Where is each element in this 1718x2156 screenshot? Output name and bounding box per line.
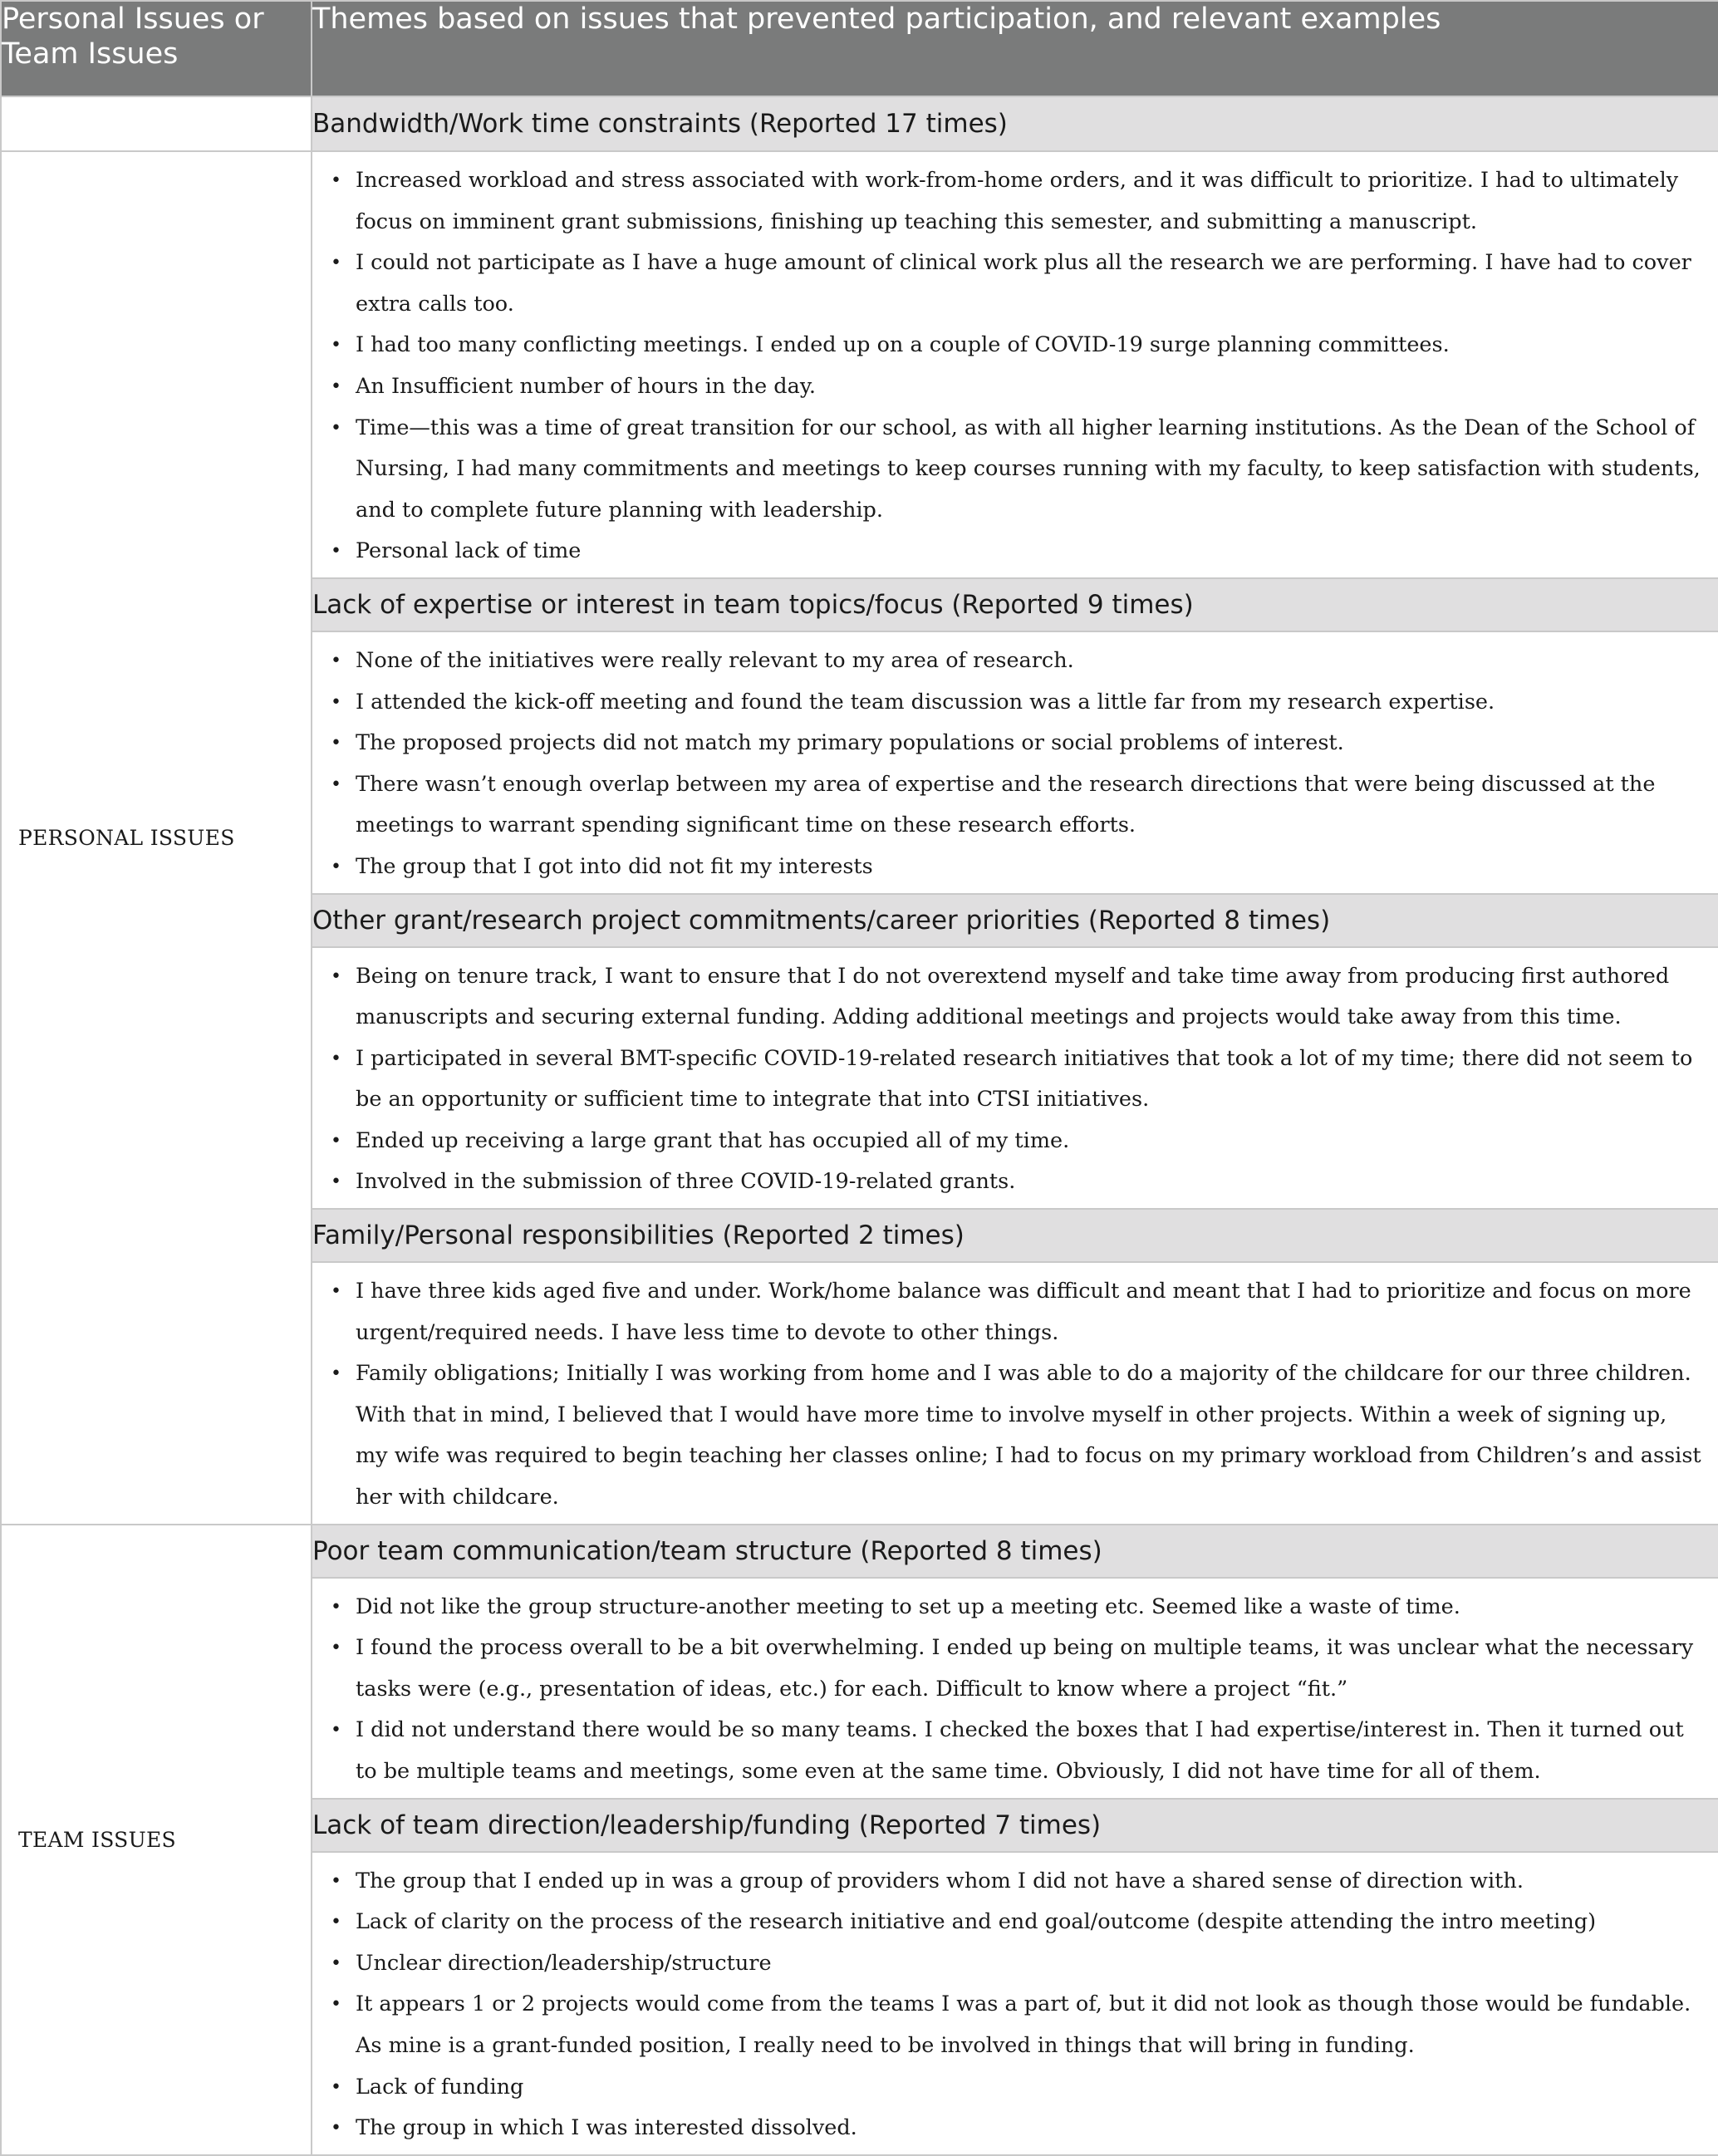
blank-cell (1, 96, 312, 151)
item-list (329, 1861, 1701, 2149)
theme-title: Bandwidth/Work time constraints (Reported 17 times) (312, 96, 1718, 151)
list-item: • Ended up receiving a large grant that has occupied all of my time. (329, 1121, 1701, 1162)
list-item: • There wasn’t enough overlap between my area of expertise and the research directions that were being discussed at the meetings to warrant spending significant time on these research efforts. (329, 764, 1701, 847)
list-item: • I did not understand there would be so many teams. I checked the boxes that I had expertise/interest in. Then it turned out to be multiple teams and meetings, some even at the same time. Obviously, I did not have time for all of them. (329, 1710, 1701, 1792)
theme-row-communication (1, 1525, 1718, 1578)
item-list (329, 956, 1701, 1204)
list-item: • I could not participate as I have a huge amount of clinical work plus all the research we are performing. I have had to cover extra calls too. (329, 243, 1701, 325)
list-item: • The group in which I was interested dissolved. (329, 2108, 1701, 2149)
theme-items (312, 631, 1718, 894)
theme-items (312, 1262, 1718, 1525)
list-item: • An Insufficient number of hours in the day. (329, 366, 1701, 408)
header-col-themes: Themes based on issues that prevented participation, and relevant examples (312, 1, 1718, 96)
list-item: • I attended the kick-off meeting and found the team discussion was a little far from my research expertise. (329, 682, 1701, 724)
list-item: • The group that I ended up in was a group of providers whom I did not have a shared sense of direction with. (329, 1861, 1701, 1903)
group-label-team: TEAM ISSUES (1, 1525, 312, 2155)
list-item: • I participated in several BMT-specific COVID-19-related research initiatives that took a lot of my time; there did not seem to be an opportunity or sufficient time to integrate that into CTSI initiatives. (329, 1039, 1701, 1121)
list-item: • The proposed projects did not match my primary populations or social problems of interest. (329, 723, 1701, 764)
theme-row-bandwidth (1, 96, 1718, 151)
list-item: • Involved in the submission of three COVID-19-related grants. (329, 1161, 1701, 1203)
theme-title: Poor team communication/team structure (Reported 8 times) (312, 1525, 1718, 1578)
header-col-issue-type: Personal Issues or Team Issues (1, 1, 312, 96)
list-item: • Lack of clarity on the process of the research initiative and end goal/outcome (despite attending the intro meeting) (329, 1902, 1701, 1943)
item-list (329, 1587, 1701, 1793)
theme-items (312, 1852, 1718, 2155)
theme-title: Other grant/research project commitments/career priorities (Reported 8 times) (312, 894, 1718, 947)
theme-items (312, 151, 1718, 578)
list-item: • I have three kids aged five and under. Work/home balance was difficult and meant that I had to prioritize and focus on more urgent/required needs. I have less time to devote to other things. (329, 1271, 1701, 1353)
theme-items (312, 947, 1718, 1210)
theme-title: Family/Personal responsibilities (Reported 2 times) (312, 1209, 1718, 1262)
list-item: • Did not like the group structure-another meeting to set up a meeting etc. Seemed like a waste of time. (329, 1587, 1701, 1628)
theme-title: Lack of expertise or interest in team topics/focus (Reported 9 times) (312, 578, 1718, 631)
list-item: • I found the process overall to be a bit overwhelming. I ended up being on multiple teams, it was unclear what the necessary tasks were (e.g., presentation of ideas, etc.) for each. Difficult to know where a project “fit.” (329, 1628, 1701, 1710)
list-item: • Personal lack of time (329, 531, 1701, 572)
list-item: • Unclear direction/leadership/structure (329, 1943, 1701, 1985)
list-item: • I had too many conflicting meetings. I ended up on a couple of COVID-19 surge planning committees. (329, 325, 1701, 366)
theme-title: Lack of team direction/leadership/funding (Reported 7 times) (312, 1799, 1718, 1852)
item-list (329, 1271, 1701, 1519)
list-item: • Lack of funding (329, 2067, 1701, 2109)
group-label-personal: PERSONAL ISSUES (1, 151, 312, 1525)
item-list (329, 160, 1701, 572)
theme-items (312, 1578, 1718, 1799)
list-item: • Time—this was a time of great transition for our school, as with all higher learning institutions. As the Dean of the School of Nursing, I had many commitments and meetings to keep courses running with my faculty, to keep satisfaction with students, and to complete future planning with leadership. (329, 408, 1701, 532)
list-item: • None of the initiatives were really relevant to my area of research. (329, 641, 1701, 682)
item-list (329, 641, 1701, 888)
list-item: • Family obligations; Initially I was working from home and I was able to do a majority of the childcare for our three children. With that in mind, I believed that I would have more time to involve myself in other projects. Within a week of signing up, my wife was required to begin teaching her classes online; I had to focus on my primary workload from Children’s and assist her with childcare. (329, 1353, 1701, 1518)
list-item: • Increased workload and stress associated with work-from-home orders, and it was difficult to prioritize. I had to ultimately focus on imminent grant submissions, finishing up teaching this semester, and submitting a manuscript. (329, 160, 1701, 243)
items-row-bandwidth (1, 151, 1718, 578)
table-header-row (1, 1, 1718, 96)
list-item: • It appears 1 or 2 projects would come from the teams I was a part of, but it did not look as though those would be fundable. As mine is a grant-funded position, I really need to be involved in things that will bring in funding. (329, 1984, 1701, 2066)
list-item: • Being on tenure track, I want to ensure that I do not overextend myself and take time away from producing first authored manuscripts and securing external funding. Adding additional meetings and projects would take away from this time. (329, 956, 1701, 1039)
list-item: • The group that I got into did not fit my interests (329, 847, 1701, 888)
